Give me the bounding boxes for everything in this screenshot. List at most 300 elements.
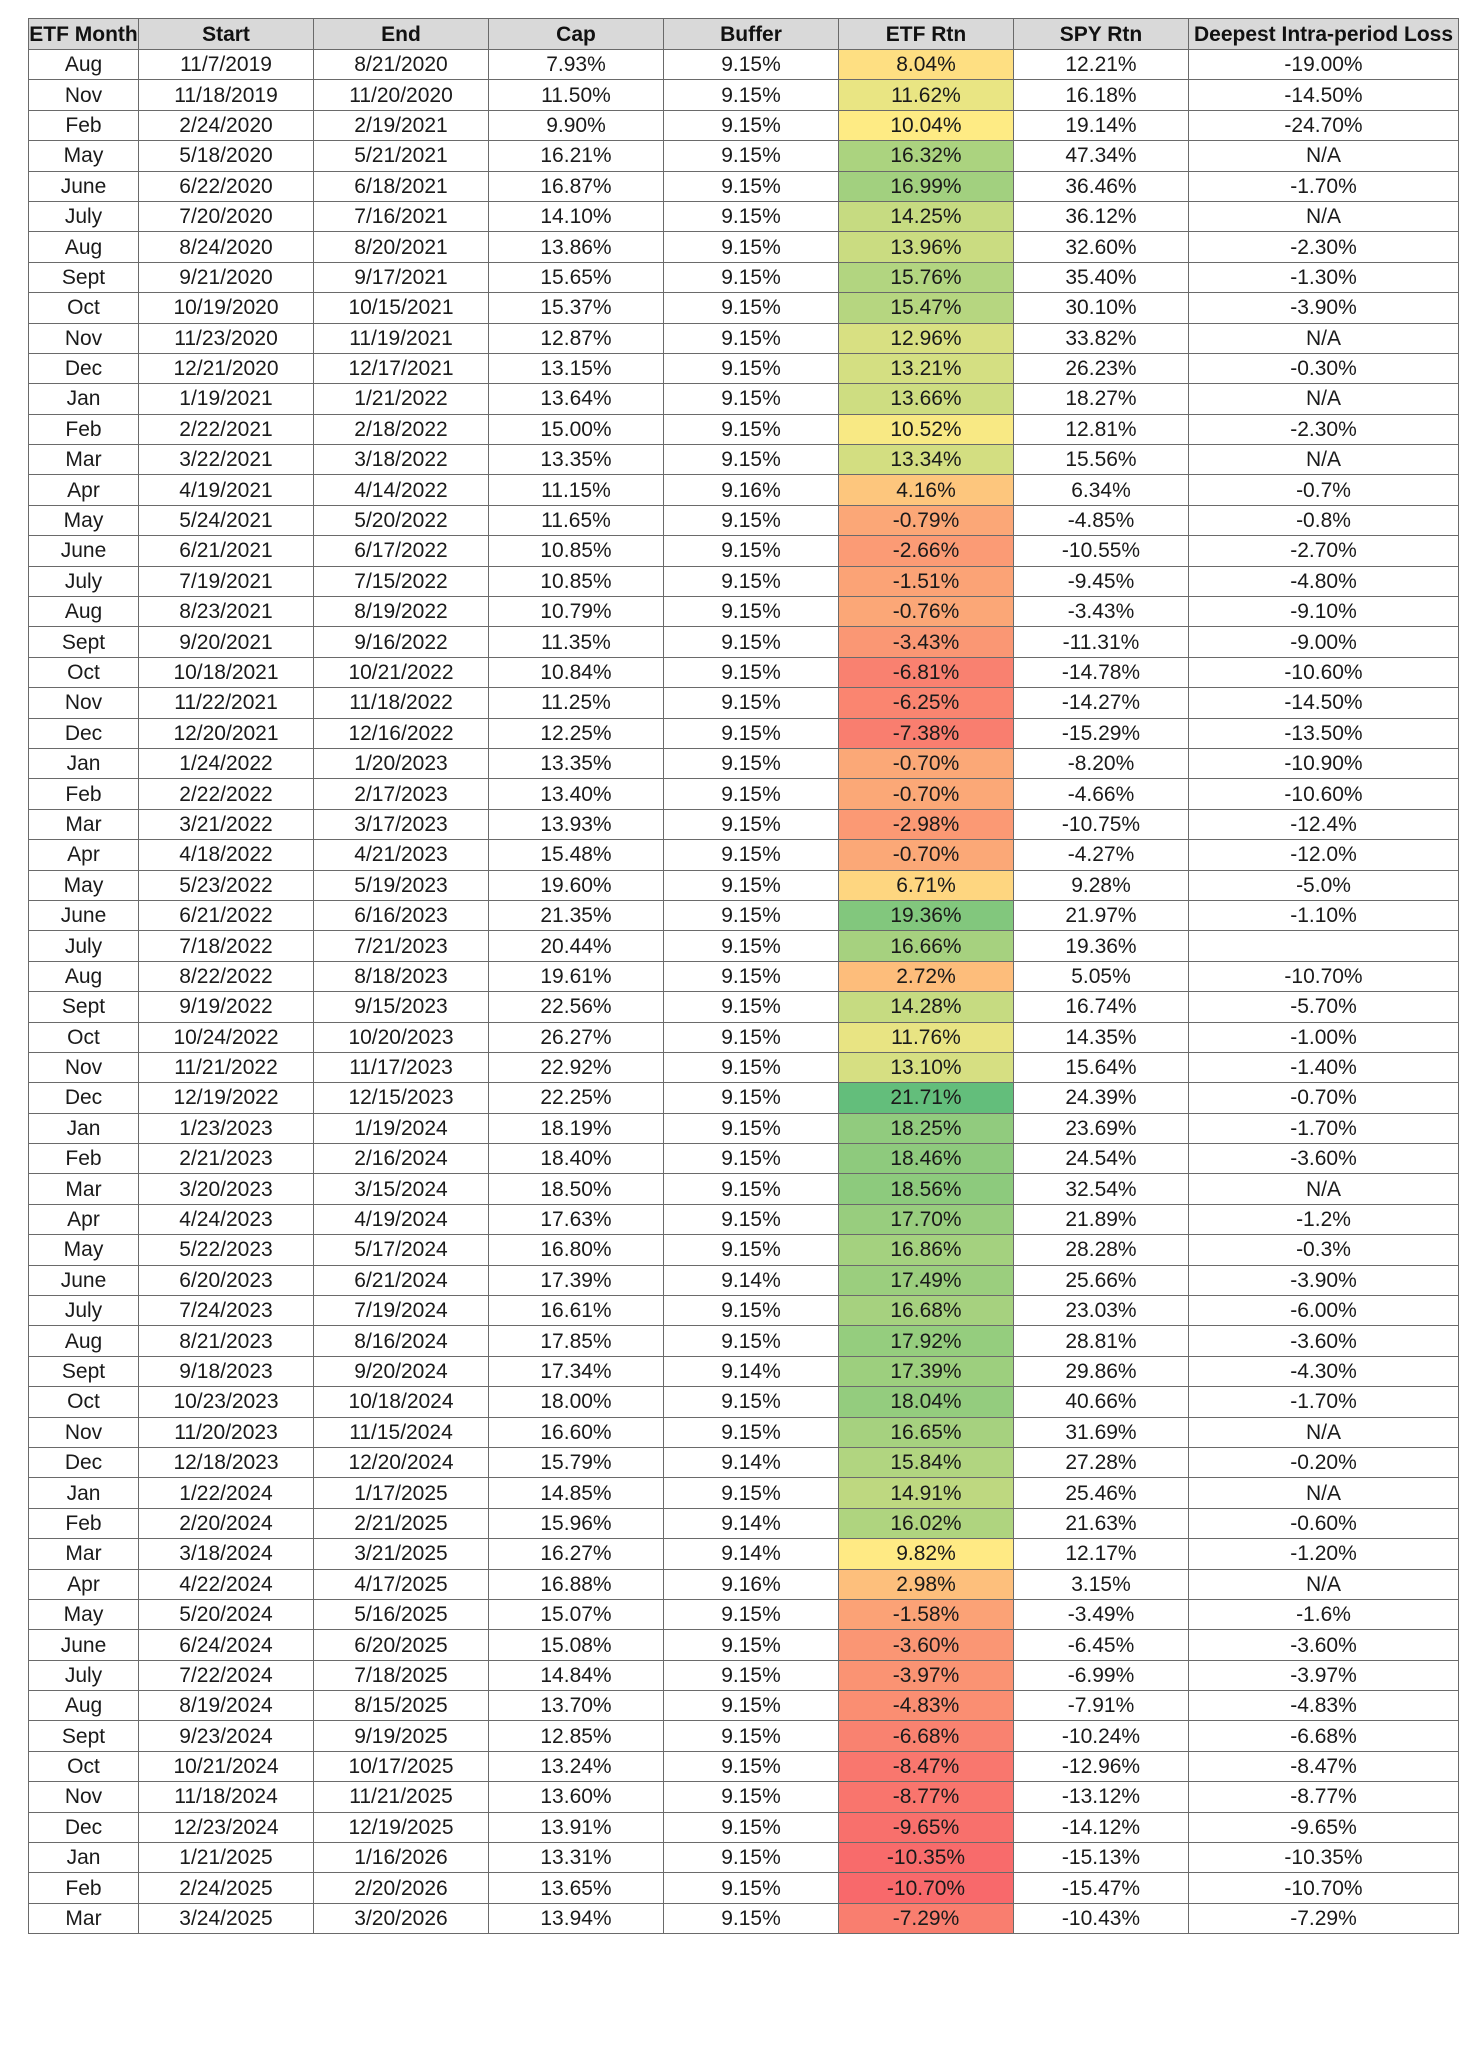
cell-deepest-loss[interactable]: -14.50% — [1189, 688, 1459, 718]
cell-start[interactable]: 12/21/2020 — [139, 353, 314, 383]
cell-etf-month[interactable]: Apr — [29, 475, 139, 505]
cell-etf-month[interactable]: Aug — [29, 1691, 139, 1721]
cell-deepest-loss[interactable]: -3.97% — [1189, 1660, 1459, 1690]
cell-etf-rtn[interactable]: 11.76% — [839, 1022, 1014, 1052]
cell-buffer[interactable]: 9.15% — [664, 1903, 839, 1933]
cell-etf-rtn[interactable]: -0.79% — [839, 505, 1014, 535]
cell-spy-rtn[interactable]: 5.05% — [1014, 961, 1189, 991]
cell-buffer[interactable]: 9.15% — [664, 809, 839, 839]
cell-end[interactable]: 2/21/2025 — [314, 1508, 489, 1538]
cell-cap[interactable]: 11.25% — [489, 688, 664, 718]
cell-etf-month[interactable]: Dec — [29, 1447, 139, 1477]
cell-etf-rtn[interactable]: 16.02% — [839, 1508, 1014, 1538]
cell-buffer[interactable]: 9.15% — [664, 1782, 839, 1812]
cell-start[interactable]: 11/20/2023 — [139, 1417, 314, 1447]
cell-start[interactable]: 2/20/2024 — [139, 1508, 314, 1538]
cell-cap[interactable]: 13.65% — [489, 1873, 664, 1903]
cell-buffer[interactable]: 9.15% — [664, 201, 839, 231]
cell-etf-month[interactable]: Mar — [29, 1539, 139, 1569]
cell-spy-rtn[interactable]: 16.74% — [1014, 992, 1189, 1022]
cell-buffer[interactable]: 9.15% — [664, 779, 839, 809]
cell-etf-month[interactable]: May — [29, 870, 139, 900]
header-etf-rtn[interactable]: ETF Rtn — [839, 19, 1014, 50]
cell-start[interactable]: 11/7/2019 — [139, 50, 314, 80]
cell-cap[interactable]: 11.15% — [489, 475, 664, 505]
cell-cap[interactable]: 16.21% — [489, 141, 664, 171]
cell-buffer[interactable]: 9.15% — [664, 1235, 839, 1265]
cell-deepest-loss[interactable]: -3.90% — [1189, 1265, 1459, 1295]
cell-etf-rtn[interactable]: 14.91% — [839, 1478, 1014, 1508]
cell-start[interactable]: 9/19/2022 — [139, 992, 314, 1022]
cell-buffer[interactable]: 9.15% — [664, 1630, 839, 1660]
cell-cap[interactable]: 14.85% — [489, 1478, 664, 1508]
cell-spy-rtn[interactable]: 35.40% — [1014, 262, 1189, 292]
cell-etf-rtn[interactable]: -0.70% — [839, 779, 1014, 809]
cell-end[interactable]: 11/19/2021 — [314, 323, 489, 353]
cell-deepest-loss[interactable]: -9.65% — [1189, 1812, 1459, 1842]
cell-spy-rtn[interactable]: -8.20% — [1014, 748, 1189, 778]
cell-spy-rtn[interactable]: 21.97% — [1014, 900, 1189, 930]
cell-deepest-loss[interactable]: -3.90% — [1189, 293, 1459, 323]
cell-end[interactable]: 10/15/2021 — [314, 293, 489, 323]
cell-end[interactable]: 2/20/2026 — [314, 1873, 489, 1903]
cell-spy-rtn[interactable]: 15.64% — [1014, 1052, 1189, 1082]
cell-etf-month[interactable]: Jan — [29, 384, 139, 414]
cell-cap[interactable]: 11.65% — [489, 505, 664, 535]
cell-etf-month[interactable]: Mar — [29, 1903, 139, 1933]
cell-etf-rtn[interactable]: -7.29% — [839, 1903, 1014, 1933]
cell-deepest-loss[interactable]: -1.70% — [1189, 1113, 1459, 1143]
cell-start[interactable]: 8/24/2020 — [139, 232, 314, 262]
cell-spy-rtn[interactable]: 21.63% — [1014, 1508, 1189, 1538]
cell-cap[interactable]: 18.00% — [489, 1387, 664, 1417]
cell-end[interactable]: 12/15/2023 — [314, 1083, 489, 1113]
cell-end[interactable]: 1/19/2024 — [314, 1113, 489, 1143]
cell-etf-rtn[interactable]: 13.34% — [839, 445, 1014, 475]
cell-buffer[interactable]: 9.15% — [664, 1113, 839, 1143]
cell-etf-month[interactable]: Oct — [29, 1022, 139, 1052]
cell-start[interactable]: 6/22/2020 — [139, 171, 314, 201]
cell-cap[interactable]: 19.61% — [489, 961, 664, 991]
cell-start[interactable]: 6/20/2023 — [139, 1265, 314, 1295]
cell-end[interactable]: 2/18/2022 — [314, 414, 489, 444]
cell-deepest-loss[interactable]: -1.70% — [1189, 171, 1459, 201]
cell-etf-rtn[interactable]: 18.56% — [839, 1174, 1014, 1204]
cell-end[interactable]: 1/20/2023 — [314, 748, 489, 778]
cell-end[interactable]: 11/21/2025 — [314, 1782, 489, 1812]
cell-deepest-loss[interactable]: -10.60% — [1189, 779, 1459, 809]
cell-deepest-loss[interactable]: -8.77% — [1189, 1782, 1459, 1812]
cell-start[interactable]: 11/22/2021 — [139, 688, 314, 718]
cell-start[interactable]: 11/18/2019 — [139, 80, 314, 110]
cell-etf-month[interactable]: Apr — [29, 1204, 139, 1234]
cell-deepest-loss[interactable]: -0.60% — [1189, 1508, 1459, 1538]
cell-buffer[interactable]: 9.15% — [664, 1873, 839, 1903]
cell-end[interactable]: 7/21/2023 — [314, 931, 489, 961]
cell-end[interactable]: 9/17/2021 — [314, 262, 489, 292]
cell-end[interactable]: 11/15/2024 — [314, 1417, 489, 1447]
cell-end[interactable]: 5/21/2021 — [314, 141, 489, 171]
cell-cap[interactable]: 17.34% — [489, 1356, 664, 1386]
cell-start[interactable]: 8/23/2021 — [139, 597, 314, 627]
cell-deepest-loss[interactable]: -1.2% — [1189, 1204, 1459, 1234]
cell-start[interactable]: 4/18/2022 — [139, 840, 314, 870]
cell-deepest-loss[interactable]: N/A — [1189, 1478, 1459, 1508]
cell-end[interactable]: 12/17/2021 — [314, 353, 489, 383]
cell-end[interactable]: 7/18/2025 — [314, 1660, 489, 1690]
cell-etf-month[interactable]: Aug — [29, 961, 139, 991]
cell-start[interactable]: 10/23/2023 — [139, 1387, 314, 1417]
cell-etf-rtn[interactable]: 14.25% — [839, 201, 1014, 231]
cell-cap[interactable]: 22.92% — [489, 1052, 664, 1082]
cell-end[interactable]: 7/15/2022 — [314, 566, 489, 596]
cell-end[interactable]: 2/19/2021 — [314, 110, 489, 140]
cell-spy-rtn[interactable]: -3.49% — [1014, 1599, 1189, 1629]
cell-spy-rtn[interactable]: 6.34% — [1014, 475, 1189, 505]
cell-deepest-loss[interactable]: N/A — [1189, 201, 1459, 231]
cell-start[interactable]: 4/22/2024 — [139, 1569, 314, 1599]
cell-buffer[interactable]: 9.15% — [664, 1599, 839, 1629]
cell-deepest-loss[interactable]: -6.00% — [1189, 1296, 1459, 1326]
cell-cap[interactable]: 12.25% — [489, 718, 664, 748]
cell-cap[interactable]: 15.96% — [489, 1508, 664, 1538]
cell-spy-rtn[interactable]: 16.18% — [1014, 80, 1189, 110]
cell-etf-month[interactable]: Feb — [29, 1508, 139, 1538]
cell-end[interactable]: 8/19/2022 — [314, 597, 489, 627]
cell-end[interactable]: 7/16/2021 — [314, 201, 489, 231]
cell-cap[interactable]: 11.35% — [489, 627, 664, 657]
cell-start[interactable]: 2/22/2022 — [139, 779, 314, 809]
cell-start[interactable]: 5/18/2020 — [139, 141, 314, 171]
cell-buffer[interactable]: 9.15% — [664, 566, 839, 596]
cell-cap[interactable]: 13.64% — [489, 384, 664, 414]
cell-buffer[interactable]: 9.15% — [664, 384, 839, 414]
cell-etf-rtn[interactable]: 13.66% — [839, 384, 1014, 414]
cell-etf-month[interactable]: Sept — [29, 992, 139, 1022]
cell-cap[interactable]: 13.35% — [489, 748, 664, 778]
cell-etf-rtn[interactable]: -0.70% — [839, 748, 1014, 778]
cell-buffer[interactable]: 9.15% — [664, 1204, 839, 1234]
cell-start[interactable]: 8/19/2024 — [139, 1691, 314, 1721]
cell-etf-month[interactable]: Sept — [29, 627, 139, 657]
cell-etf-month[interactable]: Nov — [29, 1782, 139, 1812]
cell-etf-rtn[interactable]: -10.35% — [839, 1843, 1014, 1873]
cell-etf-rtn[interactable]: 13.10% — [839, 1052, 1014, 1082]
cell-deepest-loss[interactable] — [1189, 931, 1459, 961]
cell-etf-month[interactable]: Feb — [29, 779, 139, 809]
cell-spy-rtn[interactable]: 23.03% — [1014, 1296, 1189, 1326]
cell-end[interactable]: 9/19/2025 — [314, 1721, 489, 1751]
cell-etf-month[interactable]: May — [29, 141, 139, 171]
cell-start[interactable]: 3/21/2022 — [139, 809, 314, 839]
cell-etf-rtn[interactable]: -0.70% — [839, 840, 1014, 870]
cell-etf-rtn[interactable]: 2.98% — [839, 1569, 1014, 1599]
cell-etf-rtn[interactable]: 10.04% — [839, 110, 1014, 140]
cell-buffer[interactable]: 9.15% — [664, 1326, 839, 1356]
cell-spy-rtn[interactable]: 27.28% — [1014, 1447, 1189, 1477]
cell-cap[interactable]: 19.60% — [489, 870, 664, 900]
cell-etf-month[interactable]: May — [29, 1599, 139, 1629]
cell-spy-rtn[interactable]: -4.66% — [1014, 779, 1189, 809]
cell-end[interactable]: 1/16/2026 — [314, 1843, 489, 1873]
cell-spy-rtn[interactable]: 32.60% — [1014, 232, 1189, 262]
cell-end[interactable]: 11/17/2023 — [314, 1052, 489, 1082]
cell-cap[interactable]: 21.35% — [489, 900, 664, 930]
cell-etf-month[interactable]: June — [29, 171, 139, 201]
cell-start[interactable]: 5/23/2022 — [139, 870, 314, 900]
cell-cap[interactable]: 16.27% — [489, 1539, 664, 1569]
cell-spy-rtn[interactable]: 19.36% — [1014, 931, 1189, 961]
cell-start[interactable]: 7/20/2020 — [139, 201, 314, 231]
cell-cap[interactable]: 13.60% — [489, 1782, 664, 1812]
cell-start[interactable]: 2/21/2023 — [139, 1144, 314, 1174]
cell-cap[interactable]: 13.40% — [489, 779, 664, 809]
cell-cap[interactable]: 16.61% — [489, 1296, 664, 1326]
cell-end[interactable]: 6/20/2025 — [314, 1630, 489, 1660]
cell-end[interactable]: 10/20/2023 — [314, 1022, 489, 1052]
cell-start[interactable]: 7/19/2021 — [139, 566, 314, 596]
cell-spy-rtn[interactable]: -6.45% — [1014, 1630, 1189, 1660]
cell-etf-rtn[interactable]: 16.99% — [839, 171, 1014, 201]
cell-buffer[interactable]: 9.14% — [664, 1447, 839, 1477]
cell-cap[interactable]: 12.87% — [489, 323, 664, 353]
header-start[interactable]: Start — [139, 19, 314, 50]
cell-spy-rtn[interactable]: 14.35% — [1014, 1022, 1189, 1052]
cell-end[interactable]: 8/18/2023 — [314, 961, 489, 991]
cell-etf-rtn[interactable]: 6.71% — [839, 870, 1014, 900]
cell-etf-rtn[interactable]: 17.49% — [839, 1265, 1014, 1295]
cell-buffer[interactable]: 9.15% — [664, 1812, 839, 1842]
cell-deepest-loss[interactable]: -2.30% — [1189, 232, 1459, 262]
cell-end[interactable]: 5/19/2023 — [314, 870, 489, 900]
cell-buffer[interactable]: 9.15% — [664, 353, 839, 383]
cell-etf-rtn[interactable]: 17.92% — [839, 1326, 1014, 1356]
cell-buffer[interactable]: 9.14% — [664, 1356, 839, 1386]
cell-end[interactable]: 2/17/2023 — [314, 779, 489, 809]
cell-etf-month[interactable]: Feb — [29, 110, 139, 140]
cell-spy-rtn[interactable]: 23.69% — [1014, 1113, 1189, 1143]
cell-buffer[interactable]: 9.15% — [664, 293, 839, 323]
cell-deepest-loss[interactable]: -24.70% — [1189, 110, 1459, 140]
cell-cap[interactable]: 16.88% — [489, 1569, 664, 1599]
cell-start[interactable]: 8/21/2023 — [139, 1326, 314, 1356]
cell-cap[interactable]: 15.79% — [489, 1447, 664, 1477]
cell-spy-rtn[interactable]: 9.28% — [1014, 870, 1189, 900]
cell-buffer[interactable]: 9.15% — [664, 657, 839, 687]
cell-etf-month[interactable]: July — [29, 1296, 139, 1326]
cell-end[interactable]: 10/21/2022 — [314, 657, 489, 687]
cell-end[interactable]: 6/17/2022 — [314, 536, 489, 566]
cell-etf-month[interactable]: July — [29, 201, 139, 231]
cell-end[interactable]: 6/16/2023 — [314, 900, 489, 930]
cell-start[interactable]: 9/18/2023 — [139, 1356, 314, 1386]
cell-buffer[interactable]: 9.15% — [664, 900, 839, 930]
cell-etf-rtn[interactable]: -7.38% — [839, 718, 1014, 748]
cell-end[interactable]: 3/17/2023 — [314, 809, 489, 839]
cell-cap[interactable]: 10.85% — [489, 566, 664, 596]
cell-etf-rtn[interactable]: 21.71% — [839, 1083, 1014, 1113]
cell-deepest-loss[interactable]: N/A — [1189, 1417, 1459, 1447]
cell-buffer[interactable]: 9.15% — [664, 323, 839, 353]
cell-deepest-loss[interactable]: N/A — [1189, 141, 1459, 171]
cell-buffer[interactable]: 9.15% — [664, 992, 839, 1022]
cell-etf-month[interactable]: May — [29, 505, 139, 535]
cell-spy-rtn[interactable]: 29.86% — [1014, 1356, 1189, 1386]
cell-deepest-loss[interactable]: -0.20% — [1189, 1447, 1459, 1477]
cell-start[interactable]: 2/22/2021 — [139, 414, 314, 444]
cell-buffer[interactable]: 9.15% — [664, 445, 839, 475]
cell-end[interactable]: 1/21/2022 — [314, 384, 489, 414]
cell-start[interactable]: 12/18/2023 — [139, 1447, 314, 1477]
cell-etf-month[interactable]: Aug — [29, 597, 139, 627]
cell-start[interactable]: 2/24/2025 — [139, 1873, 314, 1903]
cell-buffer[interactable]: 9.15% — [664, 232, 839, 262]
cell-spy-rtn[interactable]: 32.54% — [1014, 1174, 1189, 1204]
cell-start[interactable]: 2/24/2020 — [139, 110, 314, 140]
cell-spy-rtn[interactable]: 28.81% — [1014, 1326, 1189, 1356]
cell-buffer[interactable]: 9.15% — [664, 1721, 839, 1751]
cell-etf-rtn[interactable]: 18.04% — [839, 1387, 1014, 1417]
cell-start[interactable]: 10/24/2022 — [139, 1022, 314, 1052]
cell-buffer[interactable]: 9.15% — [664, 1691, 839, 1721]
cell-deepest-loss[interactable]: -1.10% — [1189, 900, 1459, 930]
cell-buffer[interactable]: 9.15% — [664, 627, 839, 657]
cell-buffer[interactable]: 9.15% — [664, 1478, 839, 1508]
cell-etf-month[interactable]: Oct — [29, 1387, 139, 1417]
cell-etf-rtn[interactable]: -8.47% — [839, 1751, 1014, 1781]
cell-cap[interactable]: 15.00% — [489, 414, 664, 444]
cell-etf-rtn[interactable]: 8.04% — [839, 50, 1014, 80]
cell-spy-rtn[interactable]: -15.47% — [1014, 1873, 1189, 1903]
cell-cap[interactable]: 13.93% — [489, 809, 664, 839]
cell-end[interactable]: 4/21/2023 — [314, 840, 489, 870]
cell-etf-month[interactable]: June — [29, 900, 139, 930]
cell-deepest-loss[interactable]: -4.83% — [1189, 1691, 1459, 1721]
cell-buffer[interactable]: 9.14% — [664, 1539, 839, 1569]
cell-etf-rtn[interactable]: -6.25% — [839, 688, 1014, 718]
cell-buffer[interactable]: 9.15% — [664, 748, 839, 778]
cell-buffer[interactable]: 9.15% — [664, 110, 839, 140]
cell-start[interactable]: 8/22/2022 — [139, 961, 314, 991]
cell-end[interactable]: 8/16/2024 — [314, 1326, 489, 1356]
cell-spy-rtn[interactable]: -14.12% — [1014, 1812, 1189, 1842]
cell-etf-rtn[interactable]: -0.76% — [839, 597, 1014, 627]
cell-spy-rtn[interactable]: 26.23% — [1014, 353, 1189, 383]
cell-deepest-loss[interactable]: -2.70% — [1189, 536, 1459, 566]
cell-etf-month[interactable]: Sept — [29, 1356, 139, 1386]
cell-start[interactable]: 10/19/2020 — [139, 293, 314, 323]
cell-etf-month[interactable]: Sept — [29, 1721, 139, 1751]
cell-spy-rtn[interactable]: -14.78% — [1014, 657, 1189, 687]
cell-etf-month[interactable]: Jan — [29, 1843, 139, 1873]
cell-spy-rtn[interactable]: -10.75% — [1014, 809, 1189, 839]
cell-end[interactable]: 3/18/2022 — [314, 445, 489, 475]
cell-start[interactable]: 7/18/2022 — [139, 931, 314, 961]
cell-cap[interactable]: 12.85% — [489, 1721, 664, 1751]
cell-start[interactable]: 5/20/2024 — [139, 1599, 314, 1629]
cell-spy-rtn[interactable]: -13.12% — [1014, 1782, 1189, 1812]
cell-spy-rtn[interactable]: 33.82% — [1014, 323, 1189, 353]
cell-buffer[interactable]: 9.15% — [664, 414, 839, 444]
cell-spy-rtn[interactable]: -11.31% — [1014, 627, 1189, 657]
cell-spy-rtn[interactable]: 28.28% — [1014, 1235, 1189, 1265]
cell-etf-month[interactable]: Jan — [29, 748, 139, 778]
cell-etf-month[interactable]: Dec — [29, 718, 139, 748]
cell-spy-rtn[interactable]: -7.91% — [1014, 1691, 1189, 1721]
cell-etf-rtn[interactable]: -3.60% — [839, 1630, 1014, 1660]
cell-etf-month[interactable]: Feb — [29, 414, 139, 444]
cell-etf-month[interactable]: Jan — [29, 1478, 139, 1508]
cell-end[interactable]: 7/19/2024 — [314, 1296, 489, 1326]
cell-etf-rtn[interactable]: -9.65% — [839, 1812, 1014, 1842]
cell-etf-month[interactable]: Nov — [29, 1052, 139, 1082]
cell-buffer[interactable]: 9.15% — [664, 1417, 839, 1447]
cell-etf-rtn[interactable]: 4.16% — [839, 475, 1014, 505]
cell-buffer[interactable]: 9.15% — [664, 1083, 839, 1113]
cell-start[interactable]: 7/24/2023 — [139, 1296, 314, 1326]
cell-etf-rtn[interactable]: 18.25% — [839, 1113, 1014, 1143]
cell-cap[interactable]: 17.39% — [489, 1265, 664, 1295]
cell-deepest-loss[interactable]: -13.50% — [1189, 718, 1459, 748]
cell-deepest-loss[interactable]: -1.30% — [1189, 262, 1459, 292]
cell-spy-rtn[interactable]: 24.39% — [1014, 1083, 1189, 1113]
cell-end[interactable]: 9/20/2024 — [314, 1356, 489, 1386]
cell-cap[interactable]: 13.15% — [489, 353, 664, 383]
cell-etf-rtn[interactable]: 16.65% — [839, 1417, 1014, 1447]
cell-spy-rtn[interactable]: 25.46% — [1014, 1478, 1189, 1508]
cell-etf-rtn[interactable]: 12.96% — [839, 323, 1014, 353]
cell-buffer[interactable]: 9.15% — [664, 171, 839, 201]
cell-start[interactable]: 9/21/2020 — [139, 262, 314, 292]
cell-etf-month[interactable]: Mar — [29, 809, 139, 839]
cell-buffer[interactable]: 9.15% — [664, 1843, 839, 1873]
cell-deepest-loss[interactable]: -10.70% — [1189, 961, 1459, 991]
cell-start[interactable]: 11/23/2020 — [139, 323, 314, 353]
cell-etf-rtn[interactable]: 19.36% — [839, 900, 1014, 930]
cell-cap[interactable]: 14.10% — [489, 201, 664, 231]
cell-deepest-loss[interactable]: N/A — [1189, 1569, 1459, 1599]
cell-start[interactable]: 5/22/2023 — [139, 1235, 314, 1265]
header-cap[interactable]: Cap — [489, 19, 664, 50]
cell-spy-rtn[interactable]: -14.27% — [1014, 688, 1189, 718]
cell-etf-month[interactable]: Dec — [29, 353, 139, 383]
cell-spy-rtn[interactable]: 15.56% — [1014, 445, 1189, 475]
cell-buffer[interactable]: 9.15% — [664, 870, 839, 900]
cell-etf-month[interactable]: Jan — [29, 1113, 139, 1143]
cell-etf-month[interactable]: Sept — [29, 262, 139, 292]
cell-buffer[interactable]: 9.15% — [664, 1052, 839, 1082]
cell-deepest-loss[interactable]: -9.10% — [1189, 597, 1459, 627]
cell-buffer[interactable]: 9.15% — [664, 1660, 839, 1690]
cell-spy-rtn[interactable]: 47.34% — [1014, 141, 1189, 171]
cell-deepest-loss[interactable]: -0.8% — [1189, 505, 1459, 535]
cell-etf-rtn[interactable]: -6.68% — [839, 1721, 1014, 1751]
cell-etf-rtn[interactable]: 11.62% — [839, 80, 1014, 110]
cell-etf-month[interactable]: Mar — [29, 445, 139, 475]
cell-deepest-loss[interactable]: -2.30% — [1189, 414, 1459, 444]
cell-etf-rtn[interactable]: 16.86% — [839, 1235, 1014, 1265]
cell-deepest-loss[interactable]: N/A — [1189, 1174, 1459, 1204]
cell-etf-month[interactable]: July — [29, 566, 139, 596]
cell-spy-rtn[interactable]: -10.55% — [1014, 536, 1189, 566]
header-spy-rtn[interactable]: SPY Rtn — [1014, 19, 1189, 50]
cell-end[interactable]: 10/17/2025 — [314, 1751, 489, 1781]
cell-buffer[interactable]: 9.15% — [664, 80, 839, 110]
cell-etf-month[interactable]: June — [29, 536, 139, 566]
cell-cap[interactable]: 13.24% — [489, 1751, 664, 1781]
cell-deepest-loss[interactable]: -12.0% — [1189, 840, 1459, 870]
cell-cap[interactable]: 15.07% — [489, 1599, 664, 1629]
